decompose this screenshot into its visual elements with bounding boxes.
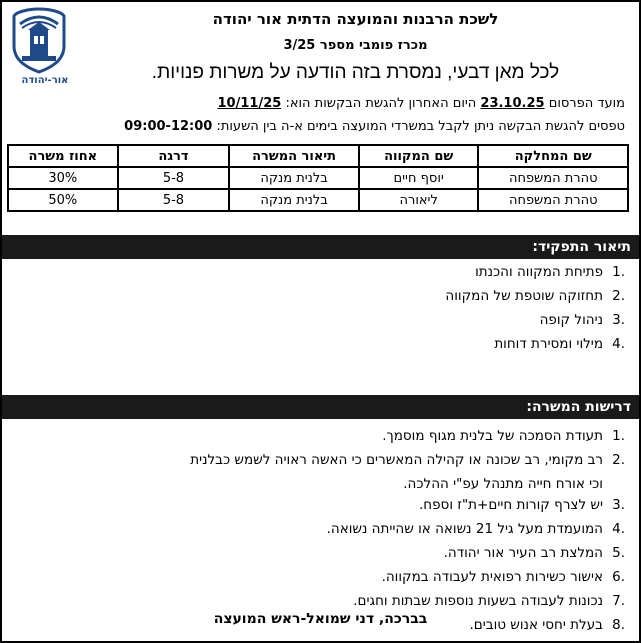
item-text: המלצת רב העיר אור יהודה. <box>443 545 603 561</box>
col-header: שם המקווה <box>359 145 479 167</box>
list-item <box>12 521 625 538</box>
positions-table <box>7 144 629 212</box>
tender-number: מכרז פומבי מספר 3/25 <box>283 38 428 53</box>
list-item <box>12 264 625 281</box>
table-cell: יוסף חיים <box>359 167 479 189</box>
item-text: תעודת הסמכה של בלנית מגוף מוסמך. <box>382 428 603 444</box>
item-text: המועמדת מעל גיל 21 נשואה או שהייתה נשואה. <box>326 521 603 537</box>
publish-label: מועד הפרסום <box>548 96 625 111</box>
city-emblem-icon <box>8 6 70 90</box>
header <box>2 2 639 90</box>
table-cell: בלנית מנקה <box>229 167 359 189</box>
item-number: .4 <box>612 521 625 537</box>
list-item <box>12 569 625 586</box>
item-text: פתיחת המקווה והכנתו <box>475 264 603 280</box>
forms-text: טפסים להגשת הבקשה ניתן לקבל במשרדי המועצה בימים א-ה בין השעות: <box>216 119 625 134</box>
item-text-continued: וכי אורח חייה מתנהל עפ"י ההלכה. <box>403 476 603 492</box>
dates-line <box>218 96 625 111</box>
table-row <box>8 189 628 211</box>
table-cell: ליאורה <box>359 189 479 211</box>
list-item <box>12 428 625 445</box>
col-header: שם המחלקה <box>478 145 628 167</box>
page-title: לשכת הרבנות והמועצה הדתית אור יהודה <box>212 10 499 28</box>
col-header: דרגה <box>118 145 230 167</box>
publish-date: 23.10.25 <box>480 96 545 111</box>
item-number: .8 <box>612 617 625 633</box>
signature: בברכה, דני שמואל-ראש המועצה <box>213 611 428 627</box>
item-number: .3 <box>612 312 625 328</box>
logo-text: אור-יהודה <box>21 75 69 86</box>
item-number: .2 <box>612 452 625 468</box>
item-text: יש לצרף קורות חיים+ת"ז וספח. <box>419 497 603 513</box>
item-number: .4 <box>612 336 625 352</box>
item-number: .1 <box>612 264 625 280</box>
table-cell: 5-8 <box>118 189 230 211</box>
role-list <box>12 264 625 360</box>
item-text: רב מקומי, רב שכונה או קהילה המאשרים כי האשה ראויה לשמש כבלנית <box>190 452 603 468</box>
office-hours: 09:00-12:00 <box>124 119 213 134</box>
item-number: .3 <box>612 497 625 513</box>
deadline-label: היום האחרון להגשת הבקשות הוא: <box>285 96 477 111</box>
item-text: מילוי ומסירת דוחות <box>494 336 603 352</box>
list-item <box>12 497 625 514</box>
table-cell: טהרת המשפחה <box>478 167 628 189</box>
item-text: נכונות לעבודה בשעות נוספות שבתות וחגים. <box>353 593 603 609</box>
item-number: .7 <box>612 593 625 609</box>
table-cell: 50% <box>8 189 118 211</box>
table-cell: בלנית מנקה <box>229 189 359 211</box>
item-text: תחזוקה שוטפת של המקווה <box>445 288 603 304</box>
list-item <box>12 452 625 493</box>
table-header-row <box>8 145 628 167</box>
item-text: ניהול קופה <box>539 312 603 328</box>
col-header: תיאור המשרה <box>229 145 359 167</box>
table-row <box>8 167 628 189</box>
list-item <box>12 336 625 353</box>
list-item <box>12 545 625 562</box>
table-cell: 5-8 <box>118 167 230 189</box>
forms-line <box>124 119 625 134</box>
requirements-list <box>12 428 625 641</box>
list-item <box>12 312 625 329</box>
table-cell: 30% <box>8 167 118 189</box>
deadline-date: 10/11/25 <box>217 96 282 111</box>
list-item <box>12 288 625 305</box>
item-text: בעלת יחסי אנוש טובים. <box>469 617 603 633</box>
item-number: .6 <box>612 569 625 585</box>
col-header: אחוז משרה <box>8 145 118 167</box>
item-number: .1 <box>612 428 625 444</box>
table-cell: טהרת המשפחה <box>478 189 628 211</box>
list-item <box>12 593 625 610</box>
item-text: אישור כשירות רפואית לעבודה במקווה. <box>381 569 603 585</box>
item-number: .5 <box>612 545 625 561</box>
requirements-section-title: דרישות המשרה: <box>2 395 639 419</box>
announcement: לכל מאן דבעי, נמסרת בזה הודעה על משרות פנויות. <box>151 62 560 83</box>
role-section-title: תיאור התפקיד: <box>2 235 639 259</box>
item-number: .2 <box>612 288 625 304</box>
